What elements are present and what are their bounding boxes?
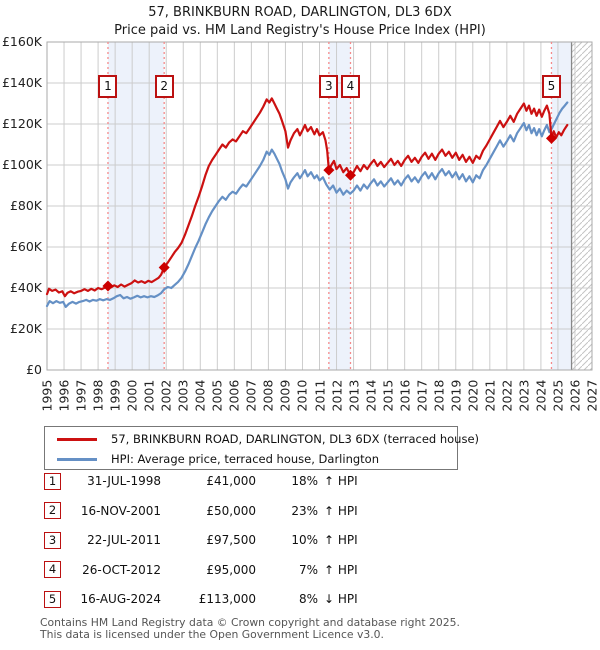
transaction-date: 16-NOV-2001 xyxy=(80,503,161,518)
transaction-row-4 xyxy=(44,561,404,579)
x-tick-label: 1997 xyxy=(73,379,89,412)
transaction-hpi-direction: ↓ HPI xyxy=(324,592,358,606)
transaction-date: 31-JUL-1998 xyxy=(87,474,161,488)
y-tick-label: £140K xyxy=(1,75,42,90)
footer-line-1: Contains HM Land Registry data © Crown copyright and database right 2025. xyxy=(40,616,460,629)
x-tick-label: 2001 xyxy=(141,379,157,412)
transaction-hpi-percent: 7% xyxy=(298,562,318,577)
x-tick-label: 2000 xyxy=(124,379,140,412)
transaction-price: £113,000 xyxy=(198,592,256,606)
transaction-hpi-percent: 18% xyxy=(291,474,318,488)
transaction-hpi-percent: 10% xyxy=(291,533,318,547)
x-tick-label: 2018 xyxy=(431,379,447,412)
x-tick-label: 2005 xyxy=(209,379,225,412)
transaction-price: £95,000 xyxy=(206,562,256,577)
x-tick-label: 2003 xyxy=(175,379,191,412)
transaction-price: £41,000 xyxy=(206,474,256,488)
x-tick-label: 2025 xyxy=(550,379,566,412)
x-tick-label: 2012 xyxy=(329,379,345,412)
y-tick-label: £120K xyxy=(1,116,42,131)
x-tick-label: 1995 xyxy=(39,379,55,412)
sale-marker-box-5: 5 xyxy=(542,75,561,98)
x-tick-label: 1996 xyxy=(56,379,72,412)
transaction-row-5 xyxy=(44,590,404,608)
legend-label: 57, BRINKBURN ROAD, DARLINGTON, DL3 6DX (terraced house) xyxy=(111,432,480,446)
x-tick-label: 2026 xyxy=(567,379,583,412)
x-tick-label: 2014 xyxy=(363,379,379,412)
transaction-date: 16-AUG-2024 xyxy=(80,592,161,606)
x-tick-label: 2007 xyxy=(243,379,259,412)
legend-label: HPI: Average price, terraced house, Darlington xyxy=(111,452,379,466)
legend-line-swatch xyxy=(57,458,97,461)
sale-marker-box-2: 2 xyxy=(155,75,174,98)
legend-item xyxy=(45,427,480,449)
transaction-number-box: 4 xyxy=(44,561,61,578)
transaction-row-3 xyxy=(44,531,404,549)
x-tick-label: 2010 xyxy=(294,379,310,412)
legend-item xyxy=(45,449,457,469)
x-tick-label: 2004 xyxy=(192,379,208,412)
x-tick-label: 1999 xyxy=(107,379,123,412)
copyright-footer xyxy=(40,617,460,641)
chart-legend xyxy=(44,426,480,470)
y-tick-label: £60K xyxy=(9,239,42,254)
x-tick-label: 2013 xyxy=(346,379,362,412)
page-title: 57, BRINKBURN ROAD, DARLINGTON, DL3 6DX xyxy=(148,5,452,20)
x-tick-label: 2011 xyxy=(312,379,327,412)
legend-line-swatch xyxy=(57,438,97,441)
transaction-date: 22-JUL-2011 xyxy=(87,533,161,547)
transaction-hpi-percent: 8% xyxy=(298,592,318,606)
transaction-hpi-direction: ↑ HPI xyxy=(324,562,358,577)
x-tick-label: 2009 xyxy=(277,379,293,412)
transaction-number-box: 1 xyxy=(44,473,61,490)
x-tick-label: 2006 xyxy=(226,379,242,412)
x-tick-label: 2002 xyxy=(158,379,174,412)
x-tick-label: 2008 xyxy=(260,379,276,412)
x-tick-label: 2019 xyxy=(448,379,464,412)
transaction-number-box: 5 xyxy=(44,591,61,608)
x-tick-label: 1998 xyxy=(90,379,106,412)
transaction-row-1 xyxy=(44,472,404,490)
sale-marker-box-4: 4 xyxy=(341,75,360,98)
x-tick-label: 2024 xyxy=(533,379,549,412)
y-tick-label: £40K xyxy=(9,280,42,295)
x-tick-label: 2020 xyxy=(465,379,481,412)
transaction-hpi-direction: ↑ HPI xyxy=(324,503,358,518)
transaction-date: 26-OCT-2012 xyxy=(82,562,161,577)
sale-marker-box-3: 3 xyxy=(319,75,338,98)
transaction-price: £97,500 xyxy=(206,533,256,547)
y-tick-label: £160K xyxy=(1,34,42,49)
x-tick-label: 2016 xyxy=(397,379,413,412)
y-tick-label: £0 xyxy=(26,362,42,377)
page-subtitle: Price paid vs. HM Land Registry's House Price Index (HPI) xyxy=(114,23,486,38)
x-tick-label: 2027 xyxy=(584,379,600,412)
transaction-hpi-direction: ↑ HPI xyxy=(324,533,358,547)
transaction-row-2 xyxy=(44,502,404,520)
transaction-hpi-direction: ↑ HPI xyxy=(324,474,358,488)
transaction-price: £50,000 xyxy=(206,503,256,518)
transactions-table xyxy=(44,472,404,620)
footer-line-2: This data is licensed under the Open Government Licence v3.0. xyxy=(40,627,384,641)
x-tick-label: 2022 xyxy=(499,379,515,412)
x-tick-label: 2017 xyxy=(414,379,430,412)
transaction-number-box: 3 xyxy=(44,532,61,549)
y-tick-label: £80K xyxy=(9,198,42,213)
y-tick-label: £100K xyxy=(1,157,42,172)
sale-marker-box-1: 1 xyxy=(98,75,117,98)
x-tick-label: 2021 xyxy=(482,379,498,412)
x-tick-label: 2023 xyxy=(516,379,532,412)
transaction-number-box: 2 xyxy=(44,502,61,519)
y-tick-label: £20K xyxy=(9,321,42,336)
x-tick-label: 2015 xyxy=(380,379,396,412)
transaction-hpi-percent: 23% xyxy=(291,503,318,518)
